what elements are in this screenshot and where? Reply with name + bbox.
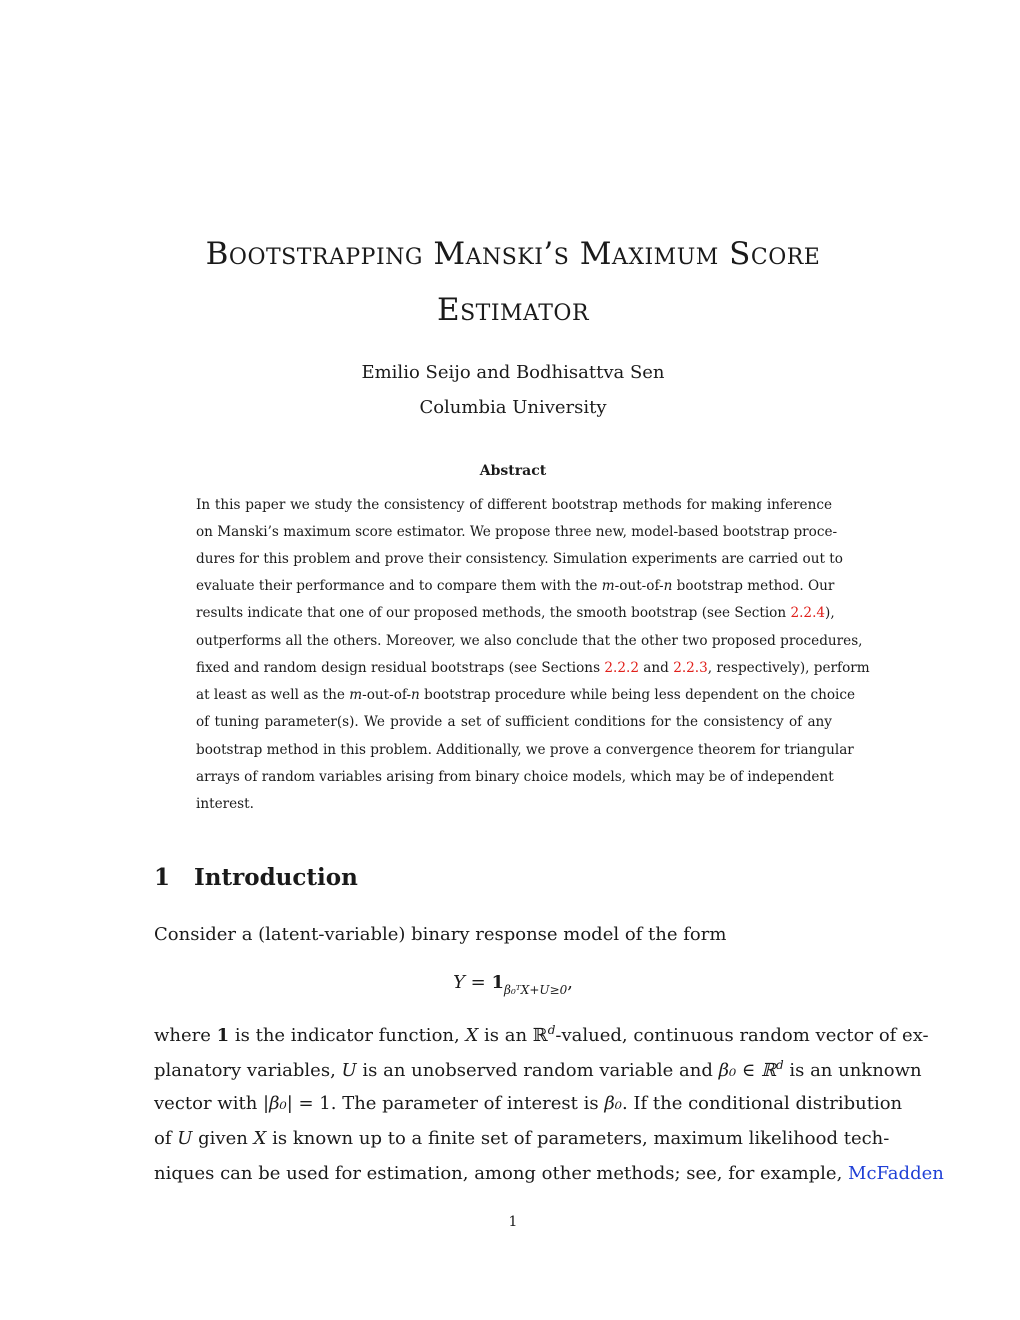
section-ref-link[interactable]: 2.2.3 — [673, 660, 708, 676]
body-line: of U given X is known up to a finite set of parameters, maximum likelihood tech- — [154, 1128, 890, 1149]
page-number: 1 — [508, 1214, 518, 1230]
section-heading — [154, 864, 358, 891]
authors: Emilio Seijo and Bodhisattva Sen — [361, 362, 665, 383]
abstract-line: fixed and random design residual bootstraps (see Sections 2.2.2 and 2.2.3, respectively), perform — [196, 660, 870, 676]
body-line: niques can be used for estimation, among other methods; see, for example, McFadden — [154, 1163, 944, 1184]
abstract-line: evaluate their performance and to compare them with the m-out-of-n bootstrap method. Our — [196, 578, 835, 594]
abstract-line: bootstrap method in this problem. Additionally, we prove a convergence theorem for triangular — [196, 742, 854, 758]
body-paragraph-line: Consider a (latent-variable) binary response model of the form — [154, 924, 727, 945]
abstract-line: results indicate that one of our proposed methods, the smooth bootstrap (see Section 2.2.4), — [196, 605, 835, 621]
section-title: Introduction — [194, 864, 358, 891]
abstract-line: dures for this problem and prove their consistency. Simulation experiments are carried out to — [196, 551, 843, 567]
section-number: 1 — [154, 864, 171, 891]
body-line: vector with |β₀| = 1. The parameter of interest is β₀. If the conditional distribution — [154, 1093, 903, 1114]
abstract-line: interest. — [196, 796, 254, 812]
abstract-line: at least as well as the m-out-of-n bootstrap procedure while being less dependent on the choice — [196, 687, 856, 703]
body-line: where 1 is the indicator function, X is an ℝ$^d$-valued, continuous random vector of ex- — [154, 1023, 929, 1046]
section-ref-link[interactable]: 2.2.4 — [790, 605, 826, 621]
abstract-line: outperforms all the others. Moreover, we also conclude that the other two proposed procedures, — [196, 633, 863, 649]
citation-link[interactable]: McFadden — [848, 1163, 944, 1184]
equation: $Y = 1_{\beta_0ᵀX+U\ge 0}$, — [453, 972, 573, 997]
paper-title-line-1: Bootstrapping Manski’s Maximum Score — [205, 236, 821, 272]
abstract-line: In this paper we study the consistency of different bootstrap methods for making inference — [196, 497, 832, 513]
section-ref-link[interactable]: 2.2.2 — [604, 660, 639, 676]
abstract-line: on Manski’s maximum score estimator. We propose three new, model-based bootstrap proce- — [196, 524, 838, 540]
abstract-line: arrays of random variables arising from binary choice models, which may be of independent — [196, 769, 834, 785]
abstract-line: of tuning parameter(s). We provide a set of sufficient conditions for the consistency of any — [196, 714, 832, 730]
body-line: planatory variables, U is an unobserved random variable and β₀ ∈ ℝ$^d$ is an unknown — [154, 1058, 922, 1081]
abstract-heading: Abstract — [479, 463, 547, 479]
affiliation: Columbia University — [419, 397, 607, 418]
paper-title-line-2: Estimator — [436, 292, 590, 328]
